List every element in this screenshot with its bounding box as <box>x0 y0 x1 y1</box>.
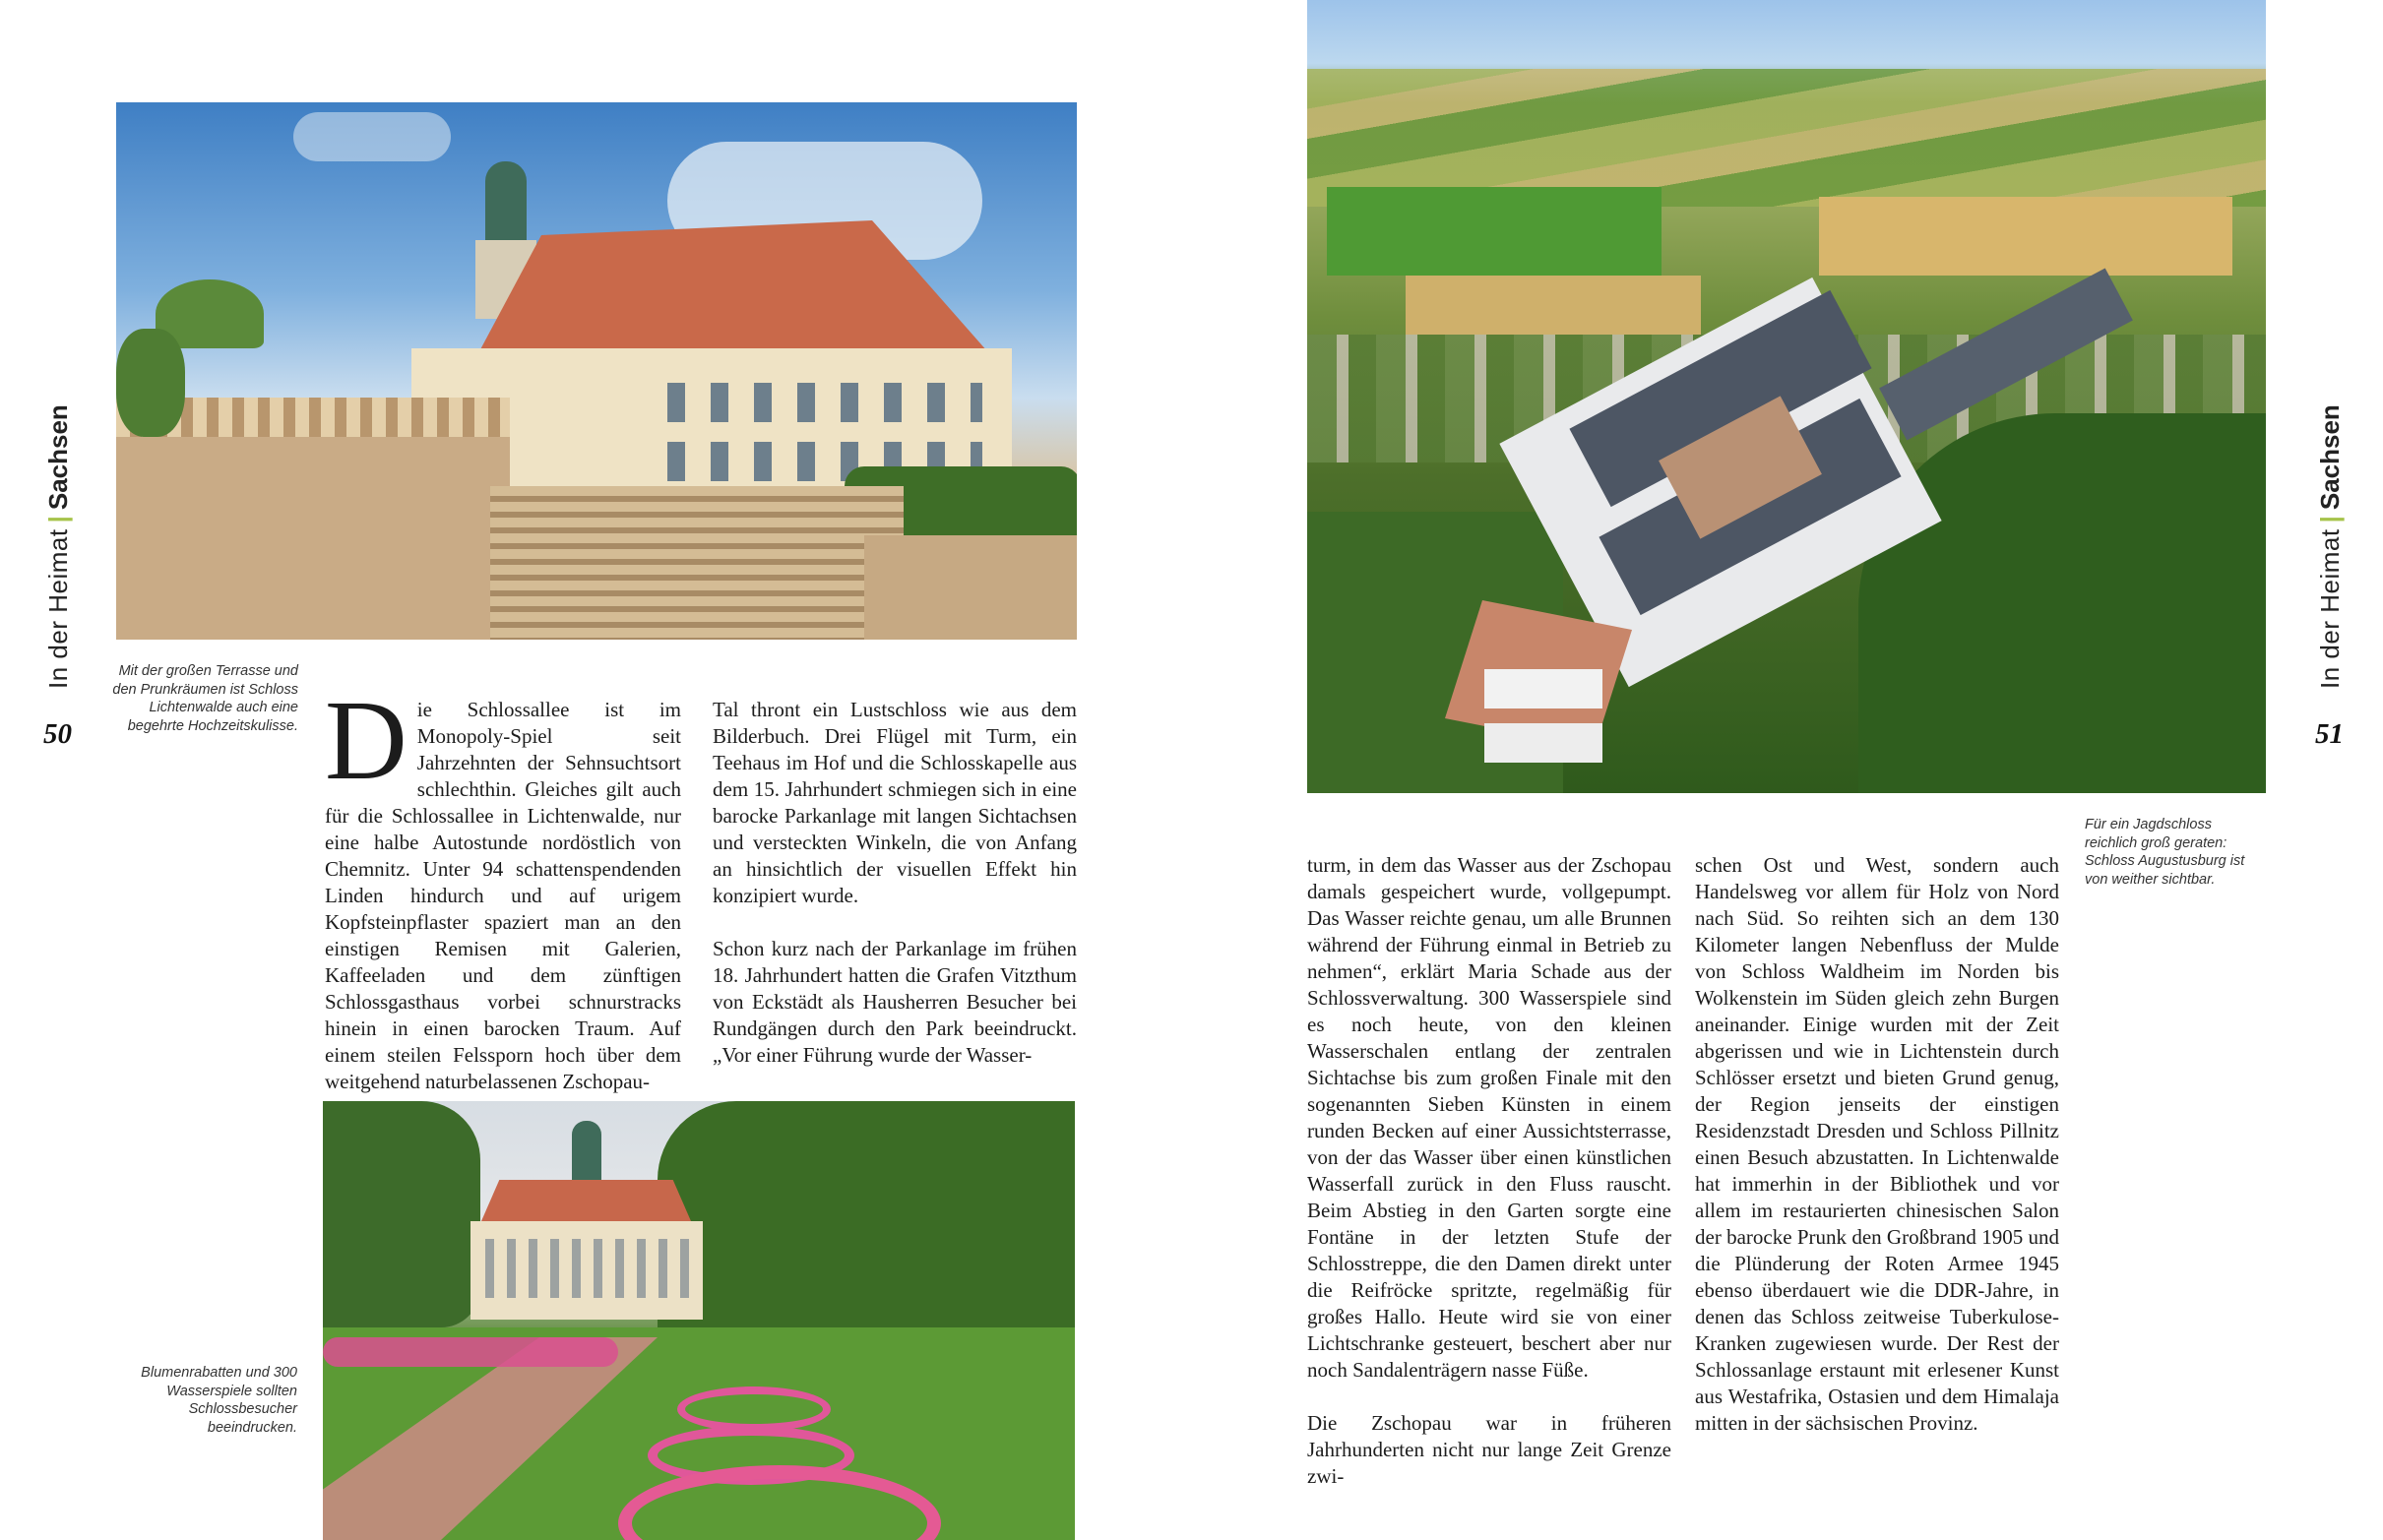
caption-terrace: Mit der großen Terrasse und den Prunkräumen ist Schloss Lichtenwalde auch eine begehrte Hochzeitskulisse. <box>112 663 298 734</box>
photo-augustusburg-aerial <box>1307 0 2266 793</box>
running-head-region: Sachsen <box>2315 404 2345 511</box>
running-head-section: In der Heimat <box>2315 528 2345 689</box>
photo-lichtenwalde-garden <box>323 1101 1075 1540</box>
column-4-text: schen Ost und West, sondern auch Handelsweg vor allem für Holz von Nord nach Süd. So reihten sich an dem 130 Kilometer langen Nebenfluss der Mulde von Schloss Waldheim im Norden bis Wolkenstein im Süden gleich zehn Burgen aneinander. Einige wurden mit der Zeit abgerissen und wie in Lichtenstein durch Schlösser ersetzt und bieten Grund genug, der Region jenseits der einstigen Residenzstadt Dresden und Schloss Pillnitz einen Besuch abzustatten. In Lichtenwalde hat immerhin in der Bibliothek und vor allem im restaurierten chinesischen Salon der barocke Prunk den Großbrand 1905 und die Plünderung der Roten Armee 1945 ebenso überdauert wie die DDR-Jahre, in denen das Schloss zeitweise Tuberkulose-Kranken zugewiesen wurde. Der Rest der Schlossanlage erstaunt mit erlesener Kunst aus Westafrika, Ostasien und dem Himalaja mitten in der sächsischen Provinz. <box>1695 853 2059 1435</box>
column-1-text: ie Schlossallee ist im Monopoly-Spiel seit Jahrzehnten der Sehnsuchtsort schlechthin. Gleiches gilt auch für die Schlossallee in Lichtenwalde, nur eine halbe Autostunde nordöstlich von Chemnitz. Unter 94 schattenspendenden Linden hindurch und auf urigem Kopfsteinpflaster spaziert man an den einstigen Remisen mit Galerien, Kaffeeladen und dem zünftigen Schlossgasthaus vorbei schnurstracks hinein in einen barocken Traum. Auf einem steilen Felssporn hoch über dem weitgehend naturbelassenen Zschopau- <box>325 698 681 1093</box>
running-head-right <box>2315 404 2346 689</box>
article-column-1 <box>325 678 681 1095</box>
column-3-paragraph-2: Die Zschopau war in früheren Jahrhunderten nicht nur lange Zeit Grenze zwi- <box>1307 1411 1671 1488</box>
running-head-section: In der Heimat <box>43 528 73 689</box>
caption-garden: Blumenrabatten und 300 Wasserspiele sollten Schlossbesucher beeindrucken. <box>141 1365 297 1436</box>
running-head-region: Sachsen <box>43 404 73 511</box>
column-3-paragraph-1: turm, in dem das Wasser aus der Zschopau damals gespeichert wurde, vollgepumpt. Das Wasser reichte genau, um alle Brunnen während der Führung einmal in Betrieb zu nehmen“, erklärt Maria Schade aus der Schlossverwaltung. 300 Wasserspiele sind es noch heute, von den kleinen Wasserschalen entlang der zentralen Sichtachse bis zum großen Finale mit den sogenannten Sieben Künsten in einem runden Becken auf einer Aussichtsterrasse, von der das Wasser über einen künstlichen Wasserfall zurück in den Fluss rauscht. Beim Abstieg in den Garten sorgte eine Fontäne in der letzten Stufe der Schlosstreppe, die den Damen direkt unter die Reifröcke spritzte, regelmäßig für großes Hallo. Heute wird sie von einer Lichtschranke gesteuert, beschert aber nur noch Sandalenträgern nasse Füße. <box>1307 853 1671 1382</box>
article-column-3 <box>1307 852 1671 1490</box>
column-2-paragraph-2: Schon kurz nach der Parkanlage im frühen 18. Jahrhundert hatten die Grafen Vitzthum von Eckstädt als Hausherren Besucher bei Rundgängen durch den Park beeindruckt. „Vor einer Führung wurde der Wasser- <box>713 937 1077 1067</box>
caption-augustusburg: Für ein Jagdschloss reichlich groß geraten: Schloss Augustusburg ist von weither sichtbar. <box>2085 817 2245 888</box>
running-head-left <box>43 404 74 689</box>
drop-cap: D <box>325 678 408 804</box>
running-head-divider: | <box>2315 516 2345 524</box>
article-column-4 <box>1695 852 2059 1437</box>
page-number-right: 51 <box>2315 718 2344 750</box>
page-number-left: 50 <box>43 718 72 750</box>
running-head-divider: | <box>43 516 73 524</box>
article-column-2 <box>713 697 1077 1069</box>
column-2-paragraph-1: Tal thront ein Lustschloss wie aus dem Bilderbuch. Drei Flügel mit Turm, ein Teehaus im Hof und die Schlosskapelle aus dem 15. Jahrhundert schmiegen sich in eine barocke Parkanlage mit langen Sichtachsen und versteckten Winkeln, die von Anfang an hinsichtlich der visuellen Effekt hin konzipiert wurde. <box>713 698 1077 907</box>
photo-lichtenwalde-terrace <box>116 102 1077 640</box>
